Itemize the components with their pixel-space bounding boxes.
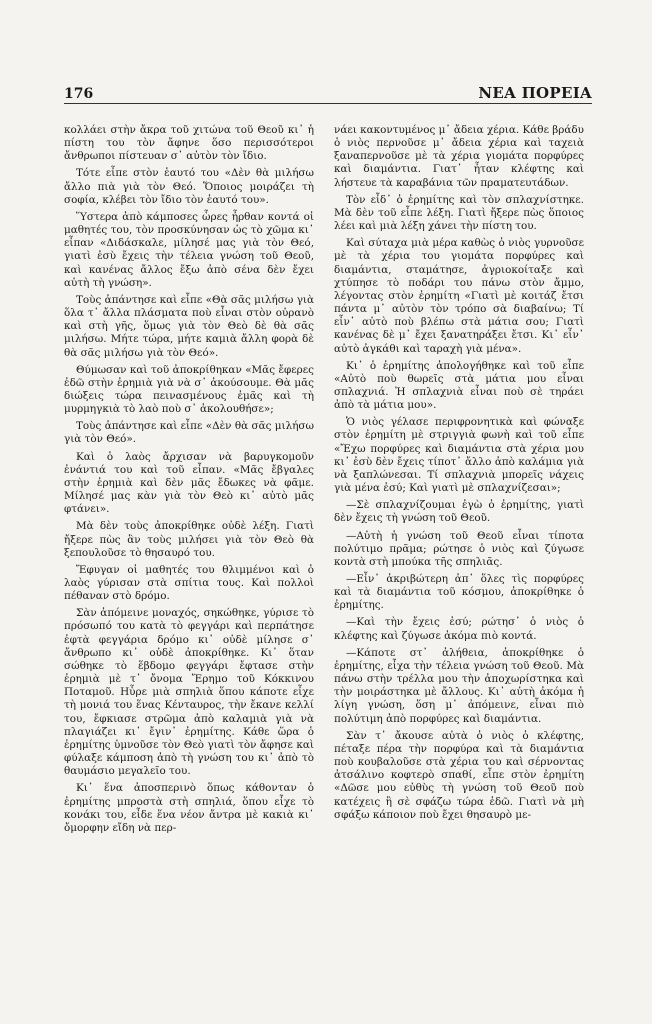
paragraph: Ὁ νιὸς γέλασε περιφρονητικὰ καὶ φώναξε στὸν ἐρημίτη μὲ στριγγιὰ φωνὴ καὶ τοῦ εἶπε «Ἔχω πορφύρες καὶ διαμάντια στὰ χέρια μου κι᾽ ἐσὺ δὲν ἔχεις τίποτ᾽ ἄλλο ἀπὸ καλάμια γιὰ νὰ ξαπλώνεσαι. Τί σπλαχνιὰ μπορεῖς νάχεις γιὰ μένα ἐσύ; Καὶ γιατὶ μὲ σπλαχνίζεσαι»; bbox=[334, 416, 584, 495]
paragraph: Μὰ δὲν τοὺς ἀποκρίθηκε οὐδὲ λέξη. Γιατὶ ἤξερε πὼς ἂν τοὺς μιλήσει γιὰ τὸν Θεὸ θὰ ξεπουλοῦσε τὸ θησαυρό του. bbox=[64, 520, 314, 559]
running-title: ΝΕΑ ΠΟΡΕΙΑ bbox=[478, 84, 592, 102]
header-rule bbox=[64, 103, 592, 104]
paragraph: Κι᾽ ἕνα ἀποσπερινὸ ὅπως κάθονταν ὁ ἐρημίτης μπροστὰ στὴ σπηλιά, ὅπου εἶχε τὸ κονάκι του, εἶδε ἕνα νέον ἄντρα μὲ κακιὰ κι᾽ ὄμορφην εἴδη νὰ περ- bbox=[64, 782, 314, 834]
right-column bbox=[334, 124, 584, 826]
paragraph: Σὰν τ᾽ ἄκουσε αὐτὰ ὁ νιὸς ὁ κλέφτης, πέταξε πέρα τὴν πορφύρα καὶ τὰ διαμάντια ποὺ κουβαλοῦσε στὰ χέρια του καὶ σέρνοντας ἀτσάλινο κοφτερὸ σπαθί, εἶπε στὸν ἐρημίτη «Δῶσε μου εὐθὺς τὴ γνώση τοῦ Θεοῦ ποὺ κατέχεις ἢ σὲ σφάζω τώρα ἐδῶ. Γιατὶ νὰ μὴ σφάξω κάποιον ποὺ ἔχει θησαυρὸ με- bbox=[334, 729, 584, 821]
paragraph: —Καὶ τὴν ἔχεις ἐσύ; ρώτησ᾽ ὁ νιὸς ὁ κλέφτης καὶ ζύγωσε ἀκόμα πιὸ κοντά. bbox=[334, 616, 584, 642]
paragraph: Σὰν ἀπόμεινε μοναχός, σηκώθηκε, γύρισε τὸ πρόσωπό του κατὰ τὸ φεγγάρι καὶ περπάτησε ἐφτὰ φεγγάρια δρόμο κι᾽ οὐδὲ μίλησε σ᾽ ἄνθρωπο κι᾽ οὐδὲ ἀποκρίθηκε. Κι᾽ ὅταν σώθηκε τὸ ἕβδομο φεγγάρι ἔφτασε στὴν ἐρημιὰ μὲ τ᾽ ὄνομα Ἔρημο τοῦ Κόκκινου Ποταμοῦ. Ηὗρε μιὰ σπηλιὰ ὅπου κάποτε εἶχε τὴ μονιά του ἕνας Κένταυρος, τὴν ἔκανε κελλί του, ἔφκιασε στρῶμα ἀπὸ καλαμιὰ γιὰ νὰ πλαγιάζει κι᾽ ἔγιν᾽ ἐρημίτης. Κάθε ὥρα ὁ ἐρημίτης ὑμνοῦσε τὸν Θεὸ γιατὶ τὸν ἄφησε καὶ φύλαξε κάμποση ἀπὸ τὴ γνώση του κι᾽ ἀπὸ τὸ θαυμάσιο μεγαλεῖο του. bbox=[64, 607, 314, 778]
paragraph: Καὶ σύταχα μιὰ μέρα καθὼς ὁ νιὸς γυρνοῦσε μὲ τὰ χέρια του γιομάτα πορφύρες καὶ διαμάντια, σταμάτησε, ἀγριοκοίταξε καὶ χτύπησε τὸ ποδάρι του πάνω στὸν ἄμμο, λέγοντας στὸν ἐρημίτη «Γιατὶ μὲ κοιτάζ ἔτσι πάντα μ᾽ αὐτὸν τὸν τρόπο σὰ διαβαίνω; Τί εἶν᾽ αὐτὸ ποὺ βλέπω στὰ μάτια σου; Γιατὶ κανένας δὲ μ᾽ ἔχει ξανατηράξει ἔτσι. Κι᾽ εἶν᾽ αὐτὸ ἀγκάθι καὶ ταραχὴ γιὰ μένα». bbox=[334, 237, 584, 355]
paragraph: —Εἶν᾽ ἀκριβώτερη ἀπ᾽ ὅλες τὶς πορφύρες καὶ τὰ διαμάντια τοῦ κόσμου, ἀποκρίθηκε ὁ ἐρημίτης. bbox=[334, 573, 584, 612]
paragraph: Ἔφυγαν οἱ μαθητές του θλιμμένοι καὶ ὁ λαὸς γύρισαν στὰ σπίτια τους. Καὶ πολλοὶ πέθαναν στὸ δρόμο. bbox=[64, 563, 314, 603]
paragraph: Θύμωσαν καὶ τοῦ ἀποκρίθηκαν «Μᾶς ἔφερες ἐδῶ στὴν ἐρημιὰ γιὰ νὰ σ᾽ ἀκούσουμε. Θὰ μᾶς διώξεις τώρα πεινασμένους ἐμᾶς καὶ τὴ μυρμηγκιὰ τὸ λαὸ ποὺ σ᾽ ἀκολουθήσε»; bbox=[64, 363, 314, 416]
page-number: 176 bbox=[64, 86, 94, 102]
paragraph: Τοὺς ἀπάντησε καὶ εἶπε «Δὲν θὰ σᾶς μιλήσω γιὰ τὸν Θεό». bbox=[64, 420, 314, 446]
paragraph: Τοὺς ἀπάντησε καὶ εἶπε «Θὰ σᾶς μιλήσω γιὰ ὅλα τ᾽ ἄλλα πλάσματα ποὺ εἶναι στὸν οὐρανὸ καὶ στὴ γῆς, ὅμως γιὰ τὸν Θεὸ δὲ θὰ σᾶς μιλήσω. Μήτε τώρα, μήτε καμιὰ ἄλλη φορὰ δὲ θὰ σᾶς μιλήσω γιὰ τὸν Θεό». bbox=[64, 293, 314, 359]
paragraph: Ὕστερα ἀπὸ κάμποσες ὧρες ἦρθαν κοντά οἱ μαθητές του, τὸν προσκύνησαν ὡς τὸ χῶμα κι᾽ εἶπαν «Διδάσκαλε, μίλησέ μας γιὰ τὸν Θεό, γιατὶ ἐσὺ ἔχεις τὴν τέλεια γνώση τοῦ Θεοῦ, καὶ κανένας ἄλλος ἔξω ἀπὸ σένα δὲν ἔχει αὐτὴ τὴ γνώση». bbox=[64, 210, 314, 289]
paragraph: —Κάποτε στ᾽ ἀλήθεια, ἀποκρίθηκε ὁ ἐρημίτης, εἶχα τὴν τέλεια γνώση τοῦ Θεοῦ. Μὰ πάνω στὴν τρέλλα μου τὴν ἀποχωρίστηκα καὶ τὴν μοιράστηκα μὲ ἄλλους. Κι᾽ αὐτὴ ἀκόμα ἡ λίγη γνώση, ὅση μ᾽ ἀπόμεινε, εἶναι πιὸ πολύτιμη ἀπὸ πορφύρες καὶ διαμάντια. bbox=[334, 646, 584, 725]
paragraph: νάει κακοντυμένος μ᾽ ἄδεια χέρια. Κάθε βράδυ ὁ νιὸς περνοῦσε μ᾽ ἄδεια χέρια καὶ ταχειὰ ξαναπερνοῦσε μὲ τὰ χέρια γιομάτα πορφύρες καὶ διαμάντια. Γιατ᾽ ἦταν κλέφτης καὶ λήστευε τὰ καραβάνια τῶν πραματευτάδων. bbox=[334, 124, 584, 189]
paragraph: κολλάει στὴν ἄκρα τοῦ χιτώνα τοῦ Θεοῦ κι᾽ ἡ πίστη του τὸν ἄφηνε ὅσο περισσότεροι ἄνθρωποι πίστευαν σ᾽ αὐτὸν τὸν ἴδιο. bbox=[64, 124, 314, 163]
paragraph: Κι᾽ ὁ ἐρημίτης ἀπολογήθηκε καὶ τοῦ εἶπε «Αὐτὸ ποὺ θωρεῖς στὰ μάτια μου εἶναι σπλαχνιά. Ἡ σπλαχνιὰ εἶναι ποὺ σὲ τηράει ἀπὸ τὰ μάτια μου». bbox=[334, 359, 584, 412]
page-header bbox=[64, 80, 592, 102]
paragraph: —Σὲ σπλαχνίζουμαι ἐγὼ ὁ ἐρημίτης, γιατὶ δὲν ἔχεις τὴ γνώση τοῦ Θεοῦ. bbox=[334, 499, 584, 525]
paragraph: —Αὐτὴ ἡ γνώση τοῦ Θεοῦ εἶναι τίποτα πολύτιμο πρᾶμα; ρώτησε ὁ νιὸς καὶ ζύγωσε κοντὰ στὴ μπούκα τῆς σπηλιᾶς. bbox=[334, 529, 584, 568]
paragraph: Τότε εἶπε στὸν ἑαυτό του «Δὲν θὰ μιλήσω ἄλλο πιὰ γιὰ τὸν Θεό. Ὅποιος μοιράζει τὴ σοφία, κλέβει τὸν ἴδιο τὸν ἑαυτό του». bbox=[64, 167, 314, 206]
left-column bbox=[64, 124, 314, 839]
paragraph: Καὶ ὁ λαὸς ἄρχισαν νὰ βαρυγκομοῦν ἐνάντιά του καὶ τοῦ εἶπαν. «Μᾶς ἔβγαλες στὴν ἐρημιὰ καὶ δὲν μᾶς ἔδωκες νὰ φᾶμε. Μίλησέ μας κὰν γιὰ τὸν Θεὸ κι᾽ αὐτὸ μᾶς φτάνει». bbox=[64, 450, 314, 516]
paragraph: Τὸν εἶδ᾽ ὁ ἐρημίτης καὶ τὸν σπλαχνίστηκε. Μὰ δὲν τοῦ εἶπε λέξη. Γιατὶ ἤξερε πὼς ὅποιος λέει καὶ μιὰ λέξη χάνει τὴν πίστη του. bbox=[334, 193, 584, 233]
